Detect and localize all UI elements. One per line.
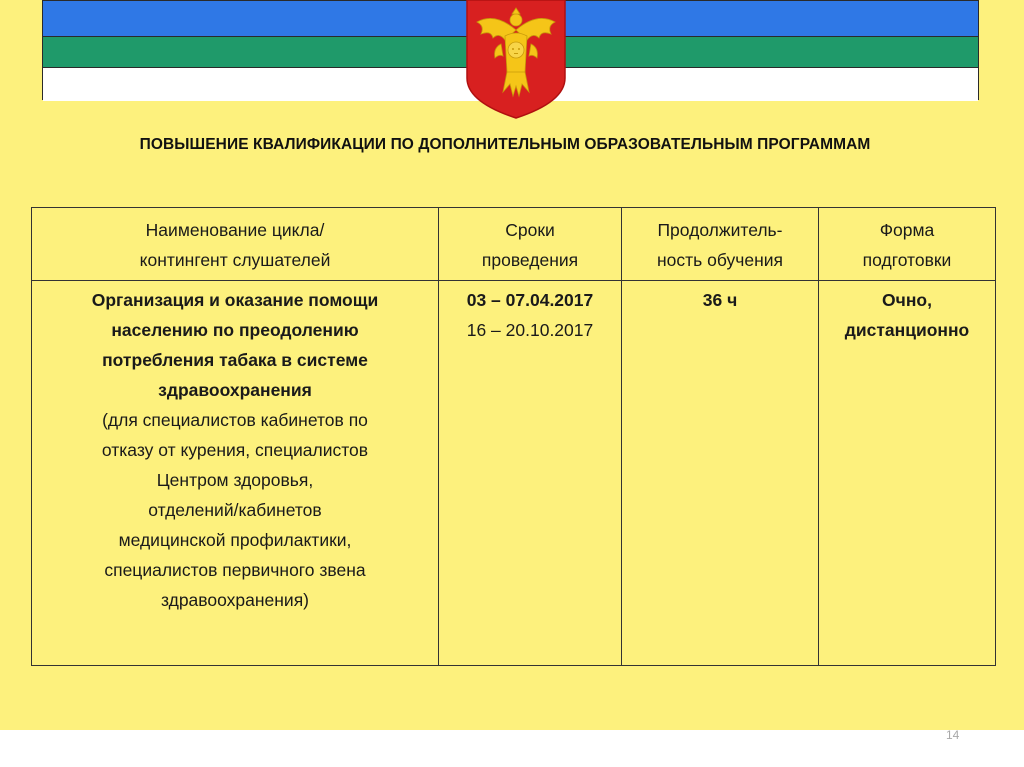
header-line: контингент слушателей — [139, 250, 331, 270]
form-line: дистанционно — [844, 320, 970, 340]
course-title-line: здравоохранения — [158, 380, 312, 400]
date-range-1: 03 – 07.04.2017 — [466, 290, 594, 310]
cell-dates — [439, 281, 622, 666]
audience-line: здравоохранения) — [160, 590, 310, 610]
date-range-2: 16 – 20.10.2017 — [466, 320, 594, 340]
audience-line: отказу от курения, специалистов — [101, 440, 369, 460]
audience-line: (для специалистов кабинетов по — [102, 410, 368, 430]
course-title-line: потребления табака в системе — [102, 350, 368, 370]
cell-duration — [622, 281, 819, 666]
header-line: подготовки — [862, 250, 952, 270]
page-title: ПОВЫШЕНИЕ КВАЛИФИКАЦИИ ПО ДОПОЛНИТЕЛЬНЫМ ОБРАЗОВАТЕЛЬНЫМ ПРОГРАММАМ — [139, 136, 871, 153]
table-row — [32, 281, 996, 666]
header-line: Продолжитель- — [657, 220, 783, 240]
audience-line: медицинской профилактики, — [118, 530, 352, 550]
duration-value: 36 ч — [702, 290, 738, 310]
audience-line: отделений/кабинетов — [148, 500, 322, 520]
audience-line: специалистов первичного звена — [104, 560, 366, 580]
cell-form — [819, 281, 996, 666]
header-line: Форма — [879, 220, 935, 240]
header-line: Сроки — [505, 220, 555, 240]
cell-cycle-name — [32, 281, 439, 666]
table-header-row — [32, 208, 996, 281]
audience-line: Центром здоровья, — [156, 470, 314, 490]
header-line: Наименование цикла/ — [145, 220, 325, 240]
page-number: 14 — [946, 728, 960, 742]
header-dates — [439, 208, 622, 281]
form-line: Очно, — [882, 290, 932, 310]
coat-of-arms-icon — [465, 0, 567, 120]
course-title-line: Организация и оказание помощи — [91, 290, 379, 310]
programs-table — [31, 207, 996, 666]
course-title-line: населению по преодолению — [111, 320, 359, 340]
header-line: ность обучения — [656, 250, 784, 270]
header-line: проведения — [481, 250, 579, 270]
header-duration — [622, 208, 819, 281]
header-form — [819, 208, 996, 281]
header-cycle-name — [32, 208, 439, 281]
